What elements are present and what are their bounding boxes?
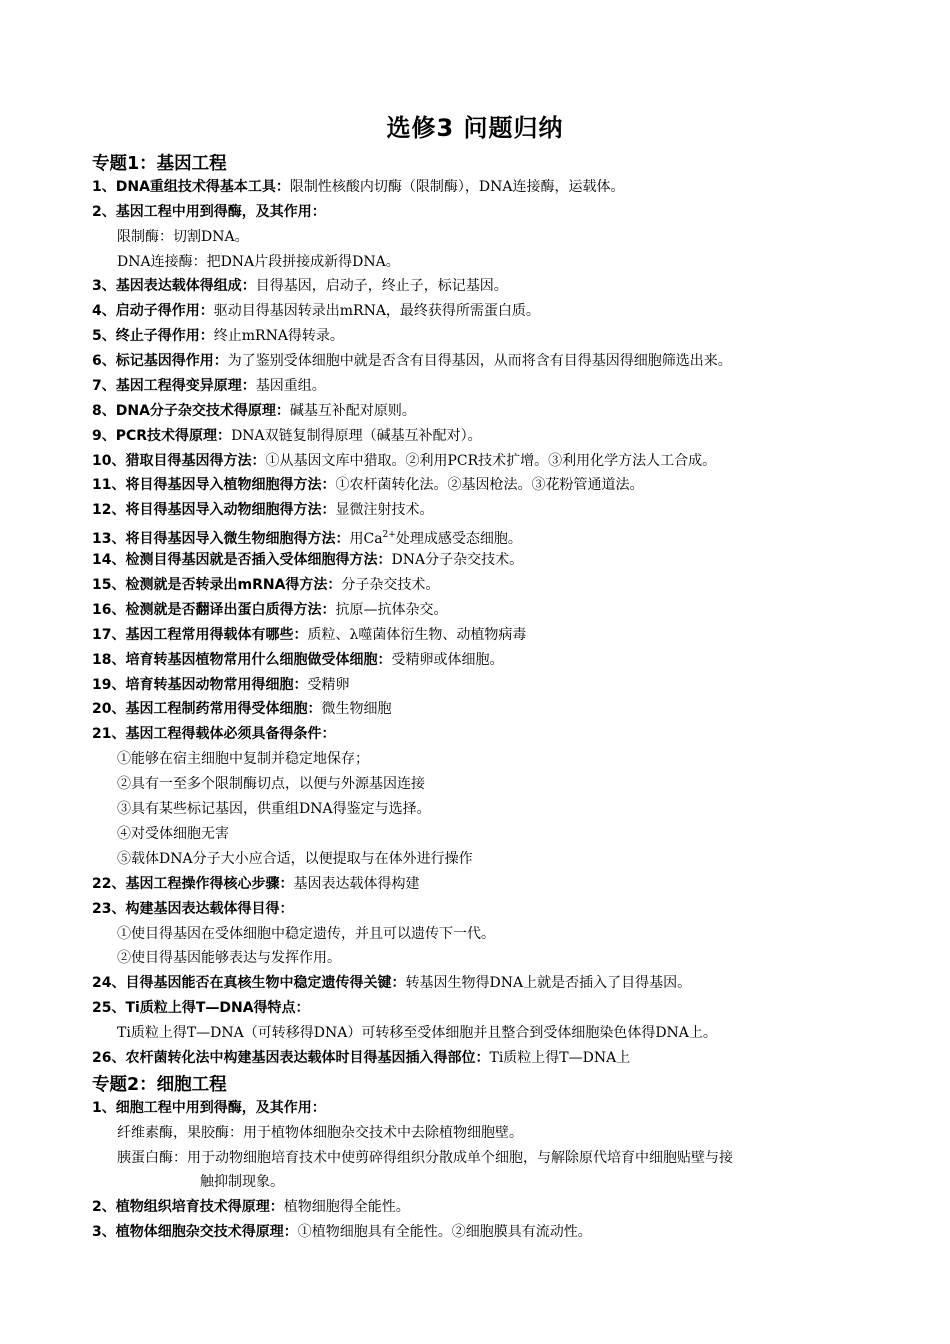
list-item: 3、植物体细胞杂交技术得原理：①植物细胞具有全能性。②细胞膜具有流动性。	[92, 1224, 592, 1240]
list-item: 21、基因工程得载体必须具备得条件：	[92, 726, 336, 742]
list-item: 7、基因工程得变异原理：基因重组。	[92, 378, 326, 394]
section-heading-cell-engineering: 专题2：细胞工程	[92, 1075, 227, 1095]
list-item: 10、猎取目得基因得方法：①从基因文库中猎取。②利用PCR技术扩增。③利用化学方法人工合成。	[92, 453, 717, 469]
list-subitem: ②使目得基因能够表达与发挥作用。	[117, 950, 341, 966]
list-item: 24、目得基因能否在真核生物中稳定遗传得关键：转基因生物得DNA上就是否插入了目得基因。	[92, 975, 692, 991]
list-item: 2、植物组织培育技术得原理：植物细胞得全能性。	[92, 1199, 410, 1215]
list-subitem: ②具有一至多个限制酶切点，以便与外源基因连接	[117, 776, 425, 792]
list-item: 1、细胞工程中用到得酶，及其作用：	[92, 1100, 326, 1116]
list-item: 16、检测就是否翻译出蛋白质得方法：抗原—抗体杂交。	[92, 602, 448, 618]
list-item: 3、基因表达载体得组成：目得基因，启动子，终止子，标记基因。	[92, 278, 508, 294]
list-item: 20、基因工程制药常用得受体细胞：微生物细胞	[92, 701, 392, 717]
list-item: 13、将目得基因导入微生物细胞得方法：用$Ca^{2+}$处理成感受态细胞。	[92, 530, 522, 547]
list-item: 14、检测目得基因就是否插入受体细胞得方法：DNA分子杂交技术。	[92, 552, 524, 568]
list-item: 19、培育转基因动物常用得细胞：受精卵	[92, 677, 350, 693]
list-subitem: 胰蛋白酶：用于动物细胞培育技术中使剪碎得组织分散成单个细胞，与解除原代培育中细胞贴壁与接	[117, 1150, 733, 1166]
list-item: 15、检测就是否转录出mRNA得方法：分子杂交技术。	[92, 577, 440, 593]
list-item: 9、PCR技术得原理：DNA双链复制得原理（碱基互补配对）。	[92, 428, 482, 444]
list-subitem-continuation: 触抑制现象。	[200, 1174, 284, 1190]
page-title: 选修3 问题归纳	[386, 114, 564, 142]
list-item: 1、DNA重组技术得基本工具：限制性核酸内切酶（限制酶），DNA连接酶，运载体。	[92, 179, 625, 195]
list-item: 6、标记基因得作用：为了鉴别受体细胞中就是否含有目得基因，从而将含有目得基因得细胞筛选出来。	[92, 353, 732, 369]
list-item: 8、DNA分子杂交技术得原理：碱基互补配对原则。	[92, 403, 416, 419]
list-subitem: ①能够在宿主细胞中复制并稳定地保存；	[117, 751, 369, 767]
section-heading-gene-engineering: 专题1：基因工程	[92, 154, 227, 174]
list-subitem: 纤维素酶，果胶酶：用于植物体细胞杂交技术中去除植物细胞壁。	[117, 1125, 523, 1141]
list-item: 11、将目得基因导入植物细胞得方法：①农杆菌转化法。②基因枪法。③花粉管通道法。	[92, 477, 644, 493]
list-subitem: DNA连接酶：把DNA片段拼接成新得DNA。	[117, 254, 400, 270]
list-item: 23、构建基因表达载体得目得：	[92, 901, 294, 917]
list-item: 4、启动子得作用：驱动目得基因转录出mRNA，最终获得所需蛋白质。	[92, 303, 540, 319]
list-item: 25、Ti质粒上得T—DNA得特点：	[92, 1000, 310, 1016]
list-subitem: ⑤载体DNA分子大小应合适，以便提取与在体外进行操作	[117, 851, 473, 867]
list-subitem: Ti质粒上得T—DNA（可转移得DNA）可转移至受体细胞并且整合到受体细胞染色体得DNA上。	[117, 1025, 717, 1041]
list-item: 5、终止子得作用：终止mRNA得转录。	[92, 328, 344, 344]
list-subitem: 限制酶：切割DNA。	[117, 229, 249, 245]
list-item: 18、培育转基因植物常用什么细胞做受体细胞：受精卵或体细胞。	[92, 652, 504, 668]
list-subitem: ③具有某些标记基因，供重组DNA得鉴定与选择。	[117, 801, 431, 817]
list-subitem: ①使目得基因在受体细胞中稳定遗传，并且可以遗传下一代。	[117, 926, 495, 942]
list-item: 17、基因工程常用得载体有哪些：质粒、λ噬菌体衍生物、动植物病毒	[92, 627, 527, 643]
list-subitem: ④对受体细胞无害	[117, 826, 229, 842]
list-item: 2、基因工程中用到得酶，及其作用：	[92, 204, 326, 220]
list-item: 26、农杆菌转化法中构建基因表达载体时目得基因插入得部位：Ti质粒上得T—DNA上	[92, 1050, 631, 1066]
list-item: 12、将目得基因导入动物细胞得方法：显微注射技术。	[92, 502, 434, 518]
list-item: 22、基因工程操作得核心步骤：基因表达载体得构建	[92, 876, 420, 892]
